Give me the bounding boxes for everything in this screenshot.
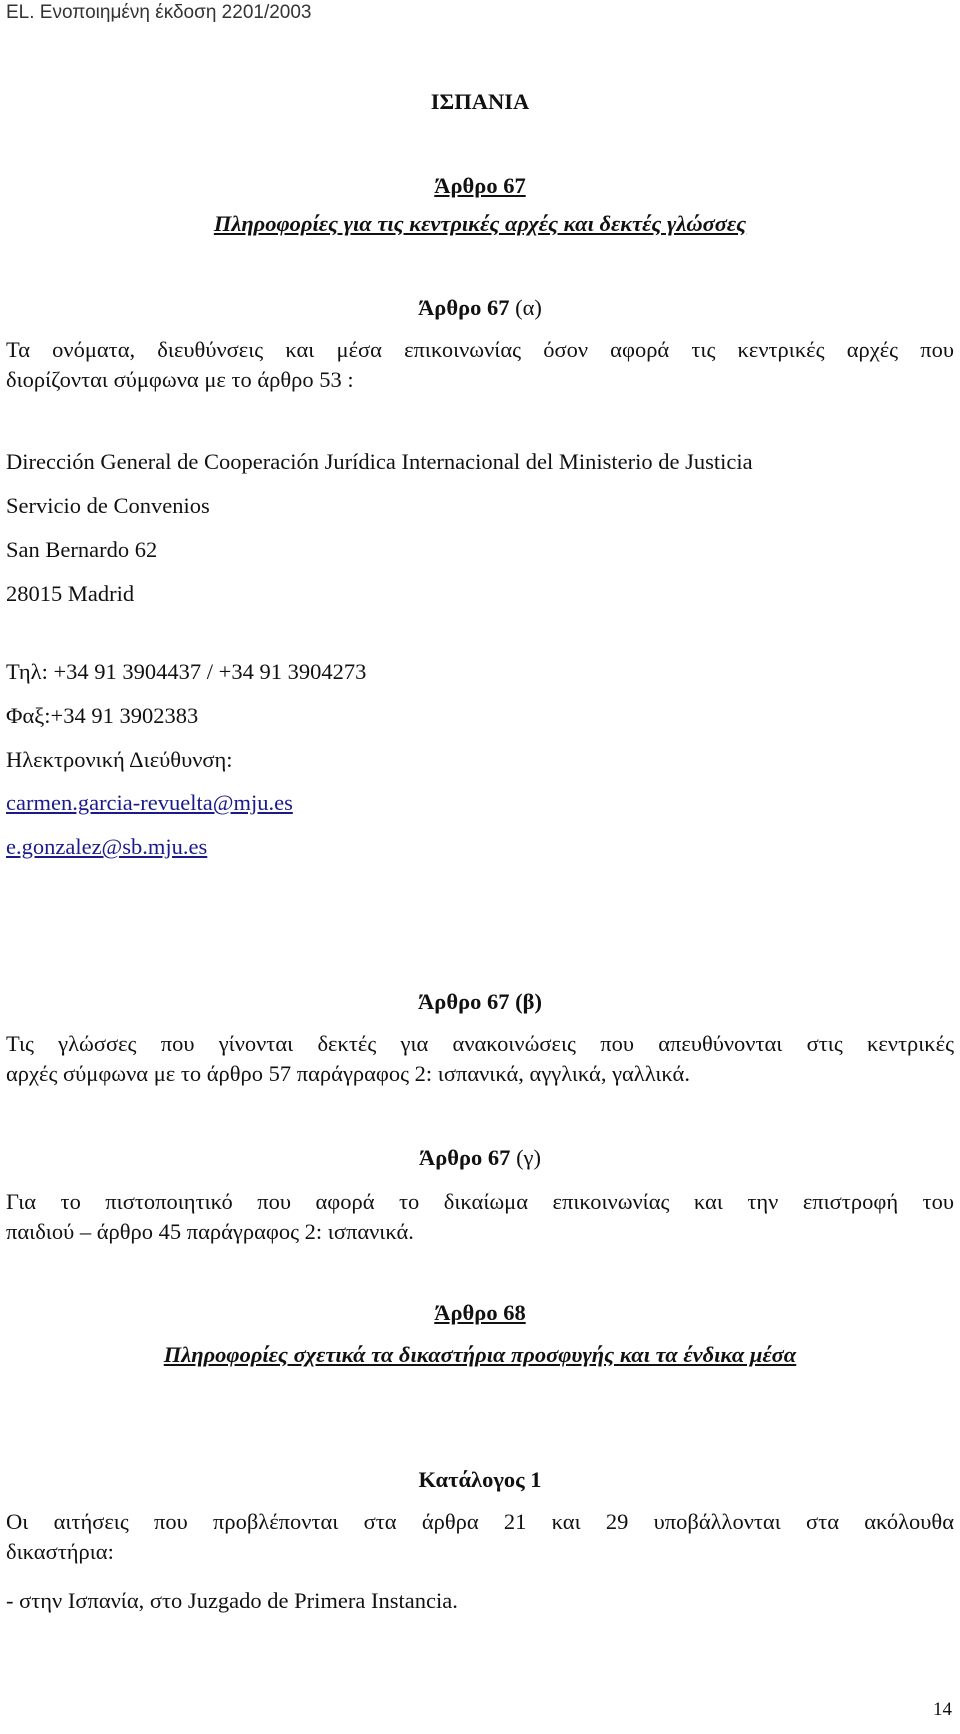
list-1-text-line2: δικαστήρια: bbox=[6, 1539, 114, 1564]
address-line: Dirección General de Cooperación Jurídica Internacional del Ministerio de Justicia bbox=[6, 449, 753, 474]
article-67c-heading bbox=[0, 1144, 960, 1172]
email-link[interactable]: carmen.garcia-revuelta@mju.es bbox=[6, 790, 293, 815]
article-67a-text-line1: Τα ονόματα, διευθύνσεις και μέσα επικοινωνίας όσον αφορά τις κεντρικές αρχές που bbox=[6, 337, 954, 362]
article-67b-text-line2: αρχές σύμφωνα με το άρθρο 57 παράγραφος 2: ισπανικά, αγγλικά, γαλλικά. bbox=[6, 1061, 690, 1086]
article-67a-heading-suffix: (α) bbox=[509, 295, 542, 320]
address-line: 28015 Madrid bbox=[6, 581, 135, 606]
article-67c-text-line1: Για το πιστοποιητικό που αφορά το δικαίωμα επικοινωνίας και την επιστροφή του bbox=[6, 1189, 954, 1214]
article-67a-heading-bold: Άρθρο 67 bbox=[418, 295, 510, 320]
list-1-heading: Κατάλογος 1 bbox=[418, 1467, 542, 1492]
list-1-text-line1: Οι αιτήσεις που προβλέπονται στα άρθρα 21 και 29 υποβάλλονται στα ακόλουθα bbox=[6, 1509, 954, 1534]
article-67-title: Άρθρο 67 bbox=[434, 173, 526, 198]
country-heading: ΙΣΠΑΝΙΑ bbox=[430, 89, 530, 114]
article-67c-heading-bold: Άρθρο 67 bbox=[418, 1145, 511, 1170]
address-line: Servicio de Convenios bbox=[6, 493, 210, 518]
article-68-subtitle: Πληροφορίες σχετικά τα δικαστήρια προσφυγής και τα ένδικα μέσα bbox=[163, 1342, 797, 1367]
article-67-subtitle: Πληροφορίες για τις κεντρικές αρχές και δεκτές γλώσσες bbox=[213, 211, 747, 236]
article-67b-text-line1: Τις γλώσσες που γίνονται δεκτές για ανακοινώσεις που απευθύνονται στις κεντρικές bbox=[6, 1031, 954, 1056]
list-1-item: - στην Ισπανία, στο Juzgado de Primera Instancia. bbox=[6, 1588, 458, 1613]
article-67a-text-line2: διορίζονται σύμφωνα με το άρθρο 53 : bbox=[6, 367, 354, 392]
article-68-title: Άρθρο 68 bbox=[434, 1300, 526, 1325]
email-label: Ηλεκτρονική Διεύθυνση: bbox=[6, 747, 233, 772]
email-link[interactable]: e.gonzalez@sb.mju.es bbox=[6, 834, 208, 859]
address-line: San Bernardo 62 bbox=[6, 537, 158, 562]
document-header: EL. Ενοποιημένη έκδοση 2201/2003 bbox=[6, 2, 312, 23]
fax-line: Φαξ:+34 91 3902383 bbox=[6, 703, 199, 728]
page-number: 14 bbox=[933, 1699, 952, 1720]
article-67b-heading: Άρθρο 67 (β) bbox=[418, 989, 542, 1014]
telephone-line: Τηλ: +34 91 3904437 / +34 91 3904273 bbox=[6, 659, 367, 684]
article-67a-heading bbox=[0, 294, 960, 322]
article-67c-heading-suffix: (γ) bbox=[510, 1145, 541, 1170]
article-67c-text-line2: παιδιού – άρθρο 45 παράγραφος 2: ισπανικά. bbox=[6, 1219, 414, 1244]
